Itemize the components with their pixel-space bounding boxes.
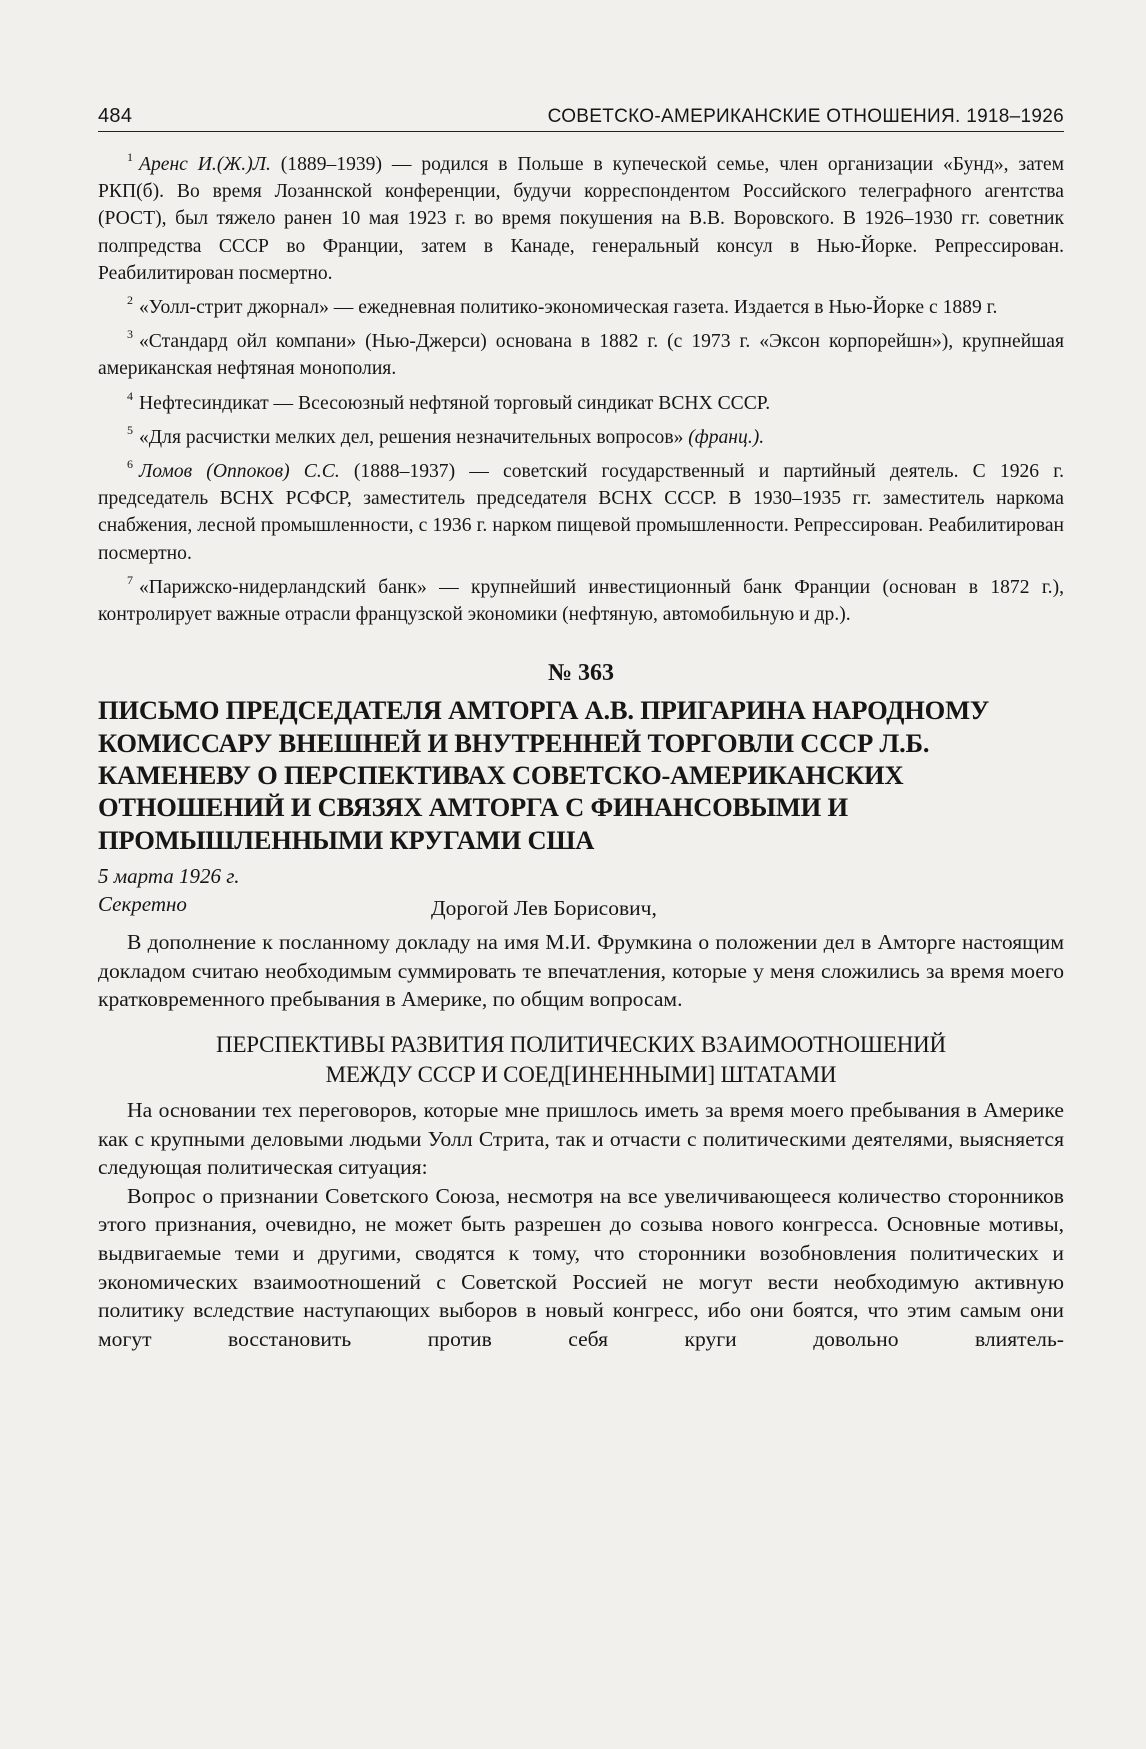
running-header [98, 104, 1064, 132]
footnote [98, 417, 1064, 451]
footnotes [98, 144, 1064, 628]
letter-body [98, 922, 1064, 1353]
footnote-marker: 1 [127, 150, 133, 164]
footnote-marker: 3 [127, 327, 133, 342]
footnote-person: Аренс И.(Ж.)Л. [139, 154, 271, 175]
document-date: 5 марта 1926 г. [98, 864, 240, 889]
document-classification: Секретно [98, 892, 187, 917]
body-paragraph: На основании тех переговоров, которые мне пришлось иметь за время моего пребывания в Америке как с крупными деловыми людьми Уолл Стрита, так и отчасти с политическими деятелями, выясняется следующая политическая ситуация: [98, 1098, 1064, 1180]
footnote-text: (1889–1939) — родился в Польше в купеческой семье, член организации «Бунд», затем РКП(б). Во время Лозаннской конференции, будучи корреспондентом Российского телеграфного агентства (РОСТ), был тяжело ранен 10 мая 1923 г. во время покушения на В.В. Воровского. В 1926–1930 гг. советник полпредства СССР во Франции, затем в Канаде, генеральный консул в Нью-Йорке. Репрессирован. Реабилитирован посмертно. [98, 154, 1064, 284]
footnote [98, 383, 1064, 417]
footnote-person: Ломов (Оппоков) С.С. [139, 461, 340, 483]
footnote [98, 287, 1064, 321]
section-heading-line: МЕЖДУ СССР И СОЕД[ИНЕННЫМИ] ШТАТАМИ [325, 1062, 837, 1088]
footnote-text: (1888–1937) — советский государственный и партийный деятель. С 1926 г. председатель ВСНХ РСФСР, заместитель председателя ВСНХ СССР. В 1930–1935 гг. заместитель наркома снабжения, лесной промышленности, с 1936 г. нарком пищевой промышленности. Репрессирован. Реабилитирован посмертно. [98, 461, 1064, 564]
footnote-text: «Для расчистки мелких дел, решения незначительных вопросов» [139, 426, 689, 448]
footnote-marker: 4 [127, 388, 133, 403]
footnote-marker: 6 [127, 457, 133, 472]
footnote-marker: 5 [127, 422, 133, 437]
salutation: Дорогой Лев Борисович, [431, 896, 657, 921]
document-number: № 363 [547, 660, 615, 687]
footnote-language-note: (франц.). [688, 426, 765, 448]
running-title: СОВЕТСКО-АМЕРИКАНСКИЕ ОТНОШЕНИЯ. 1918–1926 [547, 106, 1064, 127]
section-heading [98, 1030, 1064, 1090]
body-paragraph: Вопрос о признании Советского Союза, несмотря на все увеличивающееся количество сторонников этого признания, очевидно, не может быть разрешен до созыва нового конгресса. Основные мотивы, выдвигаемые теми и другими, сводятся к тому, что сторонники возобновления политических и экономических взаимоотношений с Советской Россией не могут вести необходимую активную политику вследствие наступающих выборов в новый конгресс, ибо они боятся, что этим самым они могут восстановить против себя круги довольно влиятель- [98, 1183, 1064, 1351]
footnote-text: «Парижско-нидерландский банк» — крупнейший инвестиционный банк Франции (основан в 1872 г.), контролирует важные отрасли французской экономики (нефтяную, автомобильную и др.). [98, 576, 1064, 626]
page [98, 104, 1064, 1353]
intro-paragraph: В дополнение к посланному докладу на имя М.И. Фрумкина о положении дел в Амторге настоящим докладом считаю необходимым суммировать те впечатления, которые у меня сложились за время моего кратковременного пребывания в Америке, по общим вопросам. [98, 930, 1064, 1012]
footnote-text: «Стандард ойл компани» (Нью-Джерси) основана в 1882 г. (с 1973 г. «Эксон корпорейшн»), крупнейшая американская нефтяная монополия. [98, 331, 1064, 380]
footnote [98, 321, 1064, 382]
footnote-marker: 7 [127, 572, 133, 587]
footnote-text: Нефтесиндикат — Всесоюзный нефтяной торговый синдикат ВСНХ СССР. [139, 392, 771, 414]
footnote-marker: 2 [127, 293, 133, 308]
footnote [98, 567, 1064, 628]
footnote-text: «Уолл-стрит джорнал» — ежедневная политико-экономическая газета. Издается в Нью-Йорке с 1889 г. [139, 297, 998, 319]
document-title: ПИСЬМО ПРЕДСЕДАТЕЛЯ АМТОРГА А.В. ПРИГАРИНА НАРОДНОМУ КОМИССАРУ ВНЕШНЕЙ И ВНУТРЕННЕЙ ТОРГОВЛИ СССР Л.Б. КАМЕНЕВУ О ПЕРСПЕКТИВАХ СОВЕТСКО-АМЕРИКАНСКИХ ОТНОШЕНИЙ И СВЯЗЯХ АМТОРГА С ФИНАНСОВЫМИ И ПРОМЫШЛЕННЫМИ КРУГАМИ США [98, 695, 990, 855]
page-number: 484 [98, 105, 133, 127]
section-heading-line: ПЕРСПЕКТИВЫ РАЗВИТИЯ ПОЛИТИЧЕСКИХ ВЗАИМООТНОШЕНИЙ [216, 1032, 946, 1058]
footnote [98, 144, 1064, 287]
footnote [98, 451, 1064, 567]
